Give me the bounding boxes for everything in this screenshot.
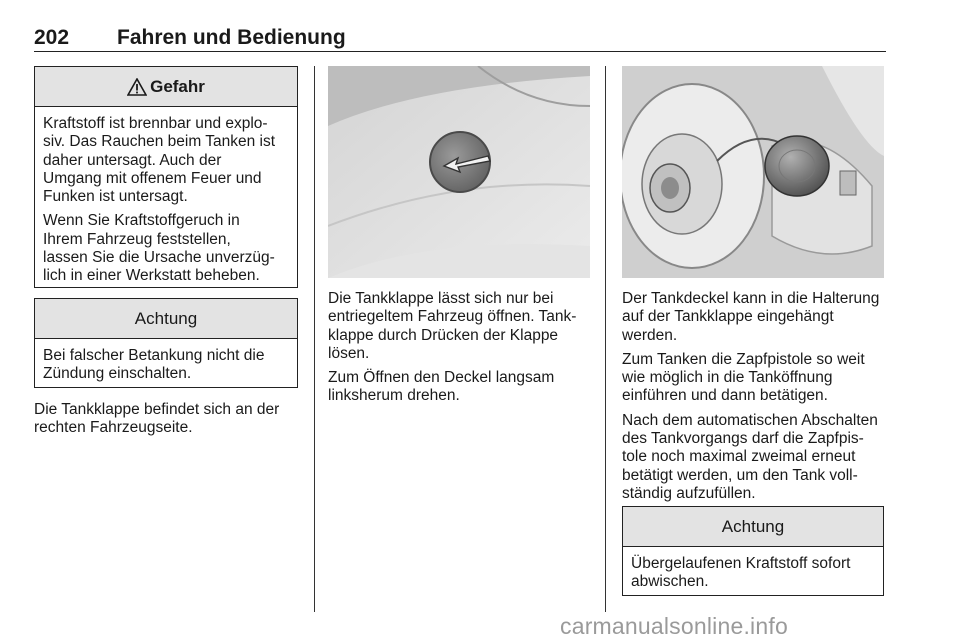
col2-paragraph-2: Zum Öffnen den Deckel langsam linksherum drehen. bbox=[328, 369, 555, 405]
col1-paragraph: Die Tankklappe befindet sich an der rechten Fahrzeugseite. bbox=[34, 401, 280, 437]
caution-box-2 bbox=[622, 506, 884, 596]
col3-paragraph-2: Zum Tanken die Zapfpistole so weit wie möglich in die Tanköffnung einführen und dann betätigen. bbox=[622, 350, 865, 405]
fuel-flap-illustration bbox=[328, 66, 590, 278]
caution-box-1-text: Bei falscher Betankung nicht die Zündung einschalten. bbox=[43, 347, 265, 383]
column-divider bbox=[605, 66, 606, 612]
col3-paragraph-3: Nach dem automatischen Abschalten des Tankvorgangs darf die Zapfpis- tole noch maximal zweimal erneut betätigt werden, um den Tank voll- ständig aufzufüllen. bbox=[622, 411, 878, 502]
caution-box-2-body bbox=[623, 547, 883, 592]
danger-box-title: Gefahr bbox=[150, 76, 205, 96]
section-title: Fahren und Bedienung bbox=[117, 26, 346, 49]
caution-box-1-title: Achtung bbox=[134, 308, 198, 328]
col3-paragraph-1: Der Tankdeckel kann in die Halterung auf der Tankklappe eingehängt werden. bbox=[622, 290, 880, 344]
caution-box-1-header bbox=[35, 299, 297, 339]
danger-paragraph-1: Kraftstoff ist brennbar und explo- siv. Das Rauchen beim Tanken ist daher untersagt. Auch der Umgang mit offenem Feuer und Funken ist untersagt. bbox=[43, 115, 276, 206]
fuel-cap-figure bbox=[622, 66, 884, 278]
fuel-flap-figure bbox=[328, 66, 590, 278]
col2-paragraph-1: Die Tankklappe lässt sich nur bei entriegeltem Fahrzeug öffnen. Tank- klappe durch Drücken der Klappe lösen. bbox=[328, 290, 577, 362]
danger-box-header bbox=[35, 67, 297, 107]
caution-box-1-body bbox=[35, 339, 297, 384]
caution-box-2-header bbox=[623, 507, 883, 547]
danger-box-body bbox=[35, 107, 297, 286]
column-divider bbox=[314, 66, 315, 612]
col2-text bbox=[328, 290, 598, 412]
page-number: 202 bbox=[34, 26, 70, 49]
caution-box-2-text: Übergelaufenen Kraftstoff sofort abwischen. bbox=[631, 555, 851, 591]
col1-text bbox=[34, 401, 304, 444]
warning-triangle-icon bbox=[127, 78, 147, 96]
caution-box-1 bbox=[34, 298, 298, 388]
danger-paragraph-2: Wenn Sie Kraftstoffgeruch in Ihrem Fahrzeug feststellen, lassen Sie die Ursache unverzüg- lich in einer Werkstatt beheben. bbox=[43, 212, 275, 285]
page-header bbox=[34, 24, 886, 52]
fuel-cap-illustration bbox=[622, 66, 884, 278]
danger-box bbox=[34, 66, 298, 288]
caution-box-2-title: Achtung bbox=[721, 516, 785, 536]
watermark: carmanualsonline.info bbox=[560, 613, 788, 639]
col3-text bbox=[622, 290, 892, 509]
